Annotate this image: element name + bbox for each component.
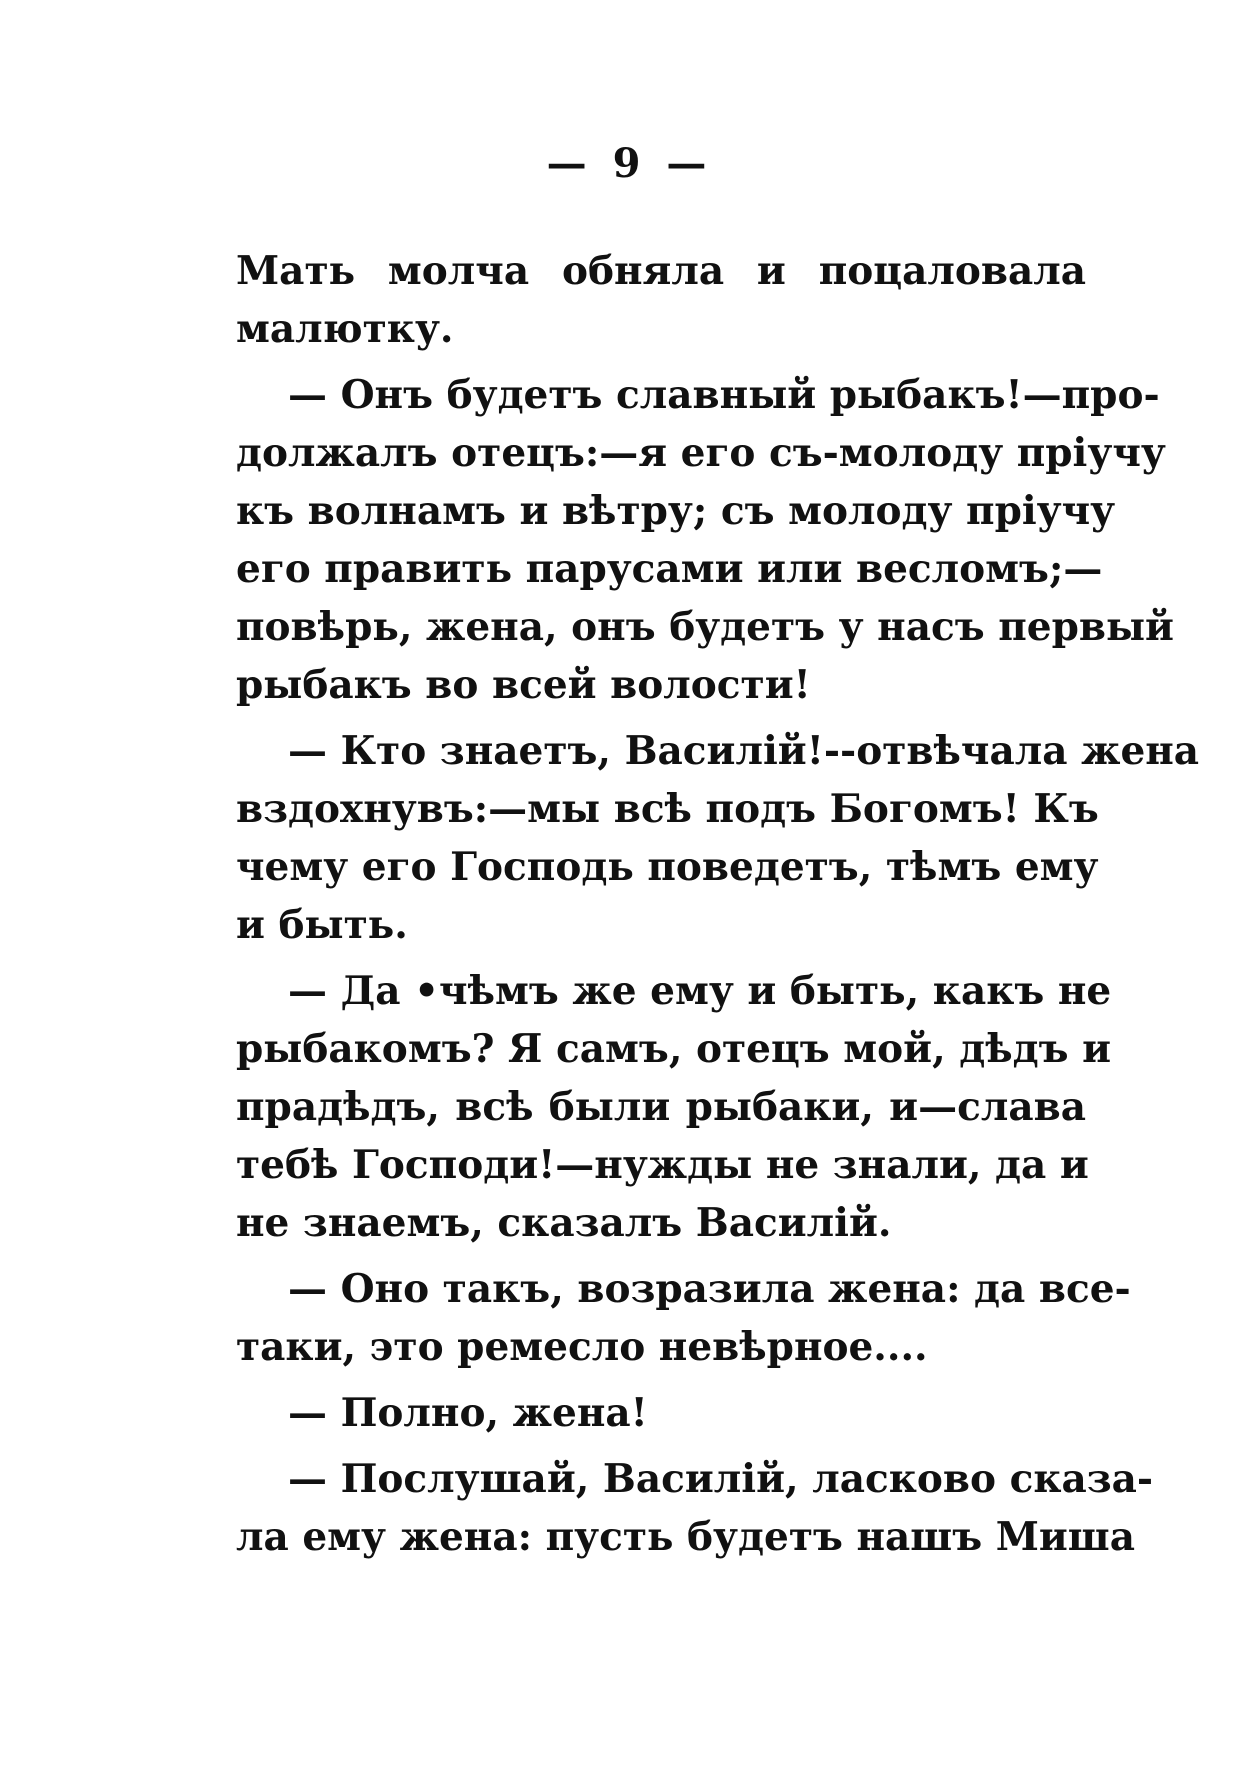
text-line: его править парусами или весломъ;— (236, 546, 1103, 592)
text-line: ла ему жена: пусть будетъ нашъ Миша (236, 1514, 1135, 1560)
text-line: таки, это ремесло невѣрное.... (236, 1324, 928, 1370)
text-line: — Оно такъ, возразила жена: да все- (288, 1266, 1131, 1312)
paragraph (236, 1384, 1086, 1442)
text-line: должалъ отецъ:—я его съ-молоду пріучу (236, 430, 1166, 476)
text-line: и быть. (236, 902, 408, 948)
text-line: рыбакомъ? Я самъ, отецъ мой, дѣдъ и (236, 1026, 1112, 1072)
page-number: — 9 — (546, 140, 713, 187)
paragraph (236, 1260, 1131, 1376)
text-line: чему его Господь поведетъ, тѣмъ ему (236, 844, 1099, 890)
text-line: — Да •чѣмъ же ему и быть, какъ не (288, 968, 1112, 1014)
text-line: прадѣдъ, всѣ были рыбаки, и—слава (236, 1084, 1086, 1130)
paragraph (236, 1450, 1154, 1566)
text-line: рыбакъ во всей волости! (236, 662, 811, 708)
paragraph (236, 962, 1112, 1252)
paragraph (236, 722, 1200, 954)
text-line: вздохнувъ:—мы всѣ подъ Богомъ! Къ (236, 786, 1099, 832)
paragraph (236, 242, 1086, 358)
text-line: не знаемъ, сказалъ Василій. (236, 1200, 892, 1246)
text-line: — Полно, жена! (288, 1390, 648, 1436)
text-line: Мать молча обняла и поцаловала (236, 248, 1086, 294)
text-line: къ волнамъ и вѣтру; съ молоду пріучу (236, 488, 1116, 534)
body-text (236, 242, 1200, 1574)
text-line: — Онъ будетъ славный рыбакъ!—про- (288, 372, 1160, 418)
paragraph (236, 366, 1174, 714)
text-line: — Кто знаетъ, Василій!--отвѣчала жена (288, 728, 1200, 774)
text-line: тебѣ Господи!—нужды не знали, да и (236, 1142, 1089, 1188)
text-line: — Послушай, Василій, ласково сказа- (288, 1456, 1154, 1502)
text-line: повѣрь, жена, онъ будетъ у насъ первый (236, 604, 1174, 650)
text-line: малютку. (236, 306, 454, 352)
